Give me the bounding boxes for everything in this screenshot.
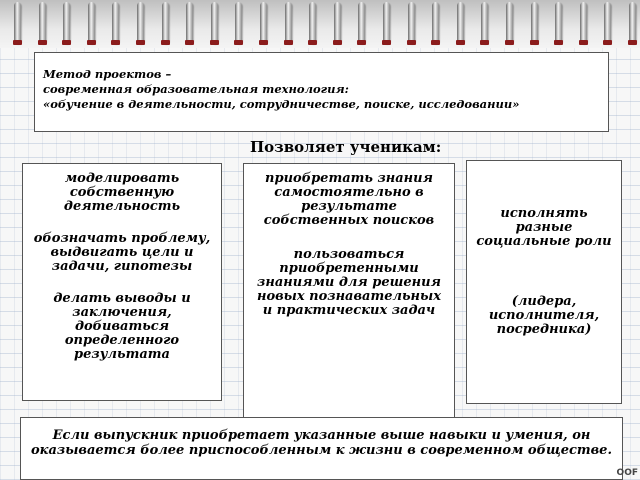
right-item-2: (лидера, исполнителя, посредника) — [488, 294, 600, 337]
left-item-2: обозначать проблему, выдвигать цели и задачи, гипотезы — [33, 231, 211, 274]
binding-ring — [186, 2, 193, 44]
binding-hole — [210, 40, 219, 45]
binding-hole — [259, 40, 268, 45]
binding-hole — [185, 40, 194, 45]
binding-ring — [285, 2, 292, 44]
conclusion-box: Если выпускник приобретает указанные выше навыки и умения, он оказывается более приспособленным к жизни в современном обществе. — [20, 417, 623, 480]
binding-hole — [431, 40, 440, 45]
binding-hole — [308, 40, 317, 45]
binding-hole — [505, 40, 514, 45]
binding-hole — [333, 40, 342, 45]
binding-ring — [531, 2, 538, 44]
binding-ring — [211, 2, 218, 44]
binding-hole — [13, 40, 22, 45]
binding-ring — [260, 2, 267, 44]
binding-ring — [580, 2, 587, 44]
binding-hole — [87, 40, 96, 45]
binding-hole — [38, 40, 47, 45]
binding-ring — [235, 2, 242, 44]
binding-ring — [408, 2, 415, 44]
left-item-1: моделировать собственную деятельность — [63, 171, 181, 214]
notebook-binding — [0, 0, 640, 48]
binding-ring — [137, 2, 144, 44]
binding-hole — [234, 40, 243, 45]
middle-skills-box — [243, 163, 455, 425]
binding-ring — [112, 2, 119, 44]
binding-ring — [309, 2, 316, 44]
binding-ring — [555, 2, 562, 44]
binding-ring — [162, 2, 169, 44]
binding-hole — [456, 40, 465, 45]
binding-ring — [506, 2, 513, 44]
binding-hole — [530, 40, 539, 45]
binding-hole — [357, 40, 366, 45]
binding-hole — [603, 40, 612, 45]
binding-hole — [111, 40, 120, 45]
title-line-3: «обучение в деятельности, сотрудничестве, поиске, исследовании» — [43, 97, 520, 111]
binding-hole — [62, 40, 71, 45]
title-box — [34, 52, 609, 132]
right-item-1: исполнять разные социальные роли — [476, 206, 612, 249]
binding-hole — [407, 40, 416, 45]
left-skills-box — [22, 163, 222, 401]
binding-ring — [14, 2, 21, 44]
title-line-2: современная образовательная технология: — [43, 82, 349, 96]
right-skills-box — [466, 160, 622, 404]
binding-ring — [88, 2, 95, 44]
binding-ring — [39, 2, 46, 44]
binding-ring — [604, 2, 611, 44]
binding-ring — [481, 2, 488, 44]
binding-ring — [383, 2, 390, 44]
corner-mark: OOF — [616, 468, 638, 478]
binding-ring — [358, 2, 365, 44]
title-line-1: Метод проектов – — [43, 67, 172, 81]
binding-hole — [628, 40, 637, 45]
left-item-3: делать выводы и заключения, добиваться определенного результата — [53, 291, 191, 362]
middle-item-2: пользоваться приобретенными знаниями для решения новых познавательных и практических задач — [256, 247, 442, 318]
binding-ring — [457, 2, 464, 44]
binding-hole — [284, 40, 293, 45]
middle-item-1: приобретать знания самостоятельно в результате собственных поисков — [263, 171, 435, 228]
section-heading: Позволяет ученикам: — [250, 138, 442, 156]
binding-hole — [554, 40, 563, 45]
binding-ring — [334, 2, 341, 44]
binding-hole — [579, 40, 588, 45]
binding-hole — [382, 40, 391, 45]
binding-ring — [629, 2, 636, 44]
binding-hole — [136, 40, 145, 45]
binding-ring — [432, 2, 439, 44]
binding-hole — [480, 40, 489, 45]
binding-ring — [63, 2, 70, 44]
binding-hole — [161, 40, 170, 45]
